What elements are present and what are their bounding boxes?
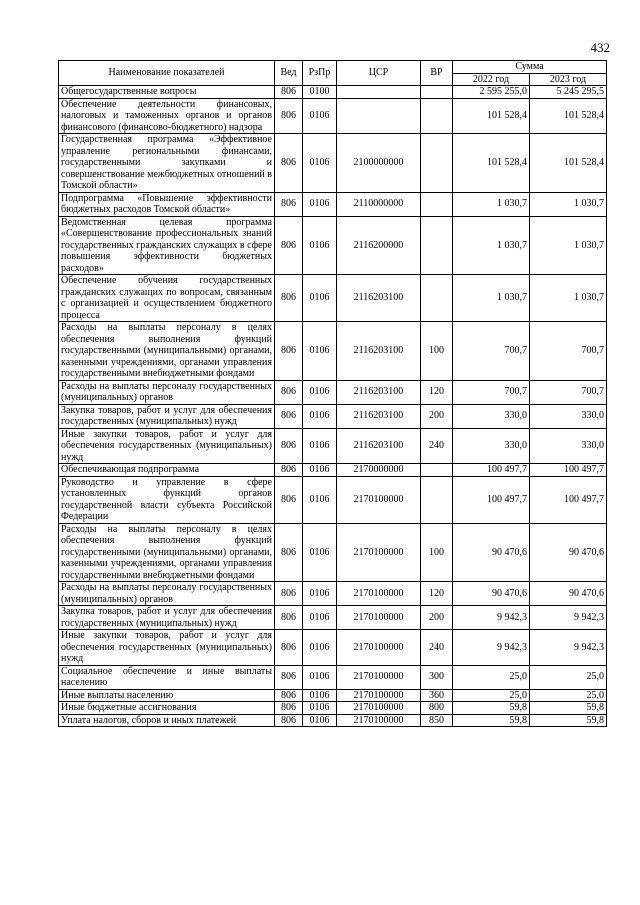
row-csr: 2170000000 [337, 464, 421, 477]
row-amount-2023: 25,0 [530, 665, 607, 689]
row-amount-2022: 1 030,7 [453, 216, 530, 275]
row-name: Расходы на выплаты персоналу государственных (муниципальных) органов [59, 380, 275, 404]
table-row [59, 134, 607, 193]
row-vr: 240 [421, 428, 453, 464]
row-name: Обеспечение деятельности финансовых, налоговых и таможенных органов и органов финансового (финансово-бюджетного) надзора [59, 98, 275, 134]
row-amount-2023: 25,0 [530, 689, 607, 702]
row-ved: 806 [275, 404, 303, 428]
row-amount-2022: 1 030,7 [453, 192, 530, 216]
row-ved: 806 [275, 192, 303, 216]
table-row [59, 702, 607, 715]
row-amount-2023: 330,0 [530, 404, 607, 428]
row-amount-2023: 101 528,4 [530, 98, 607, 134]
row-rzpr: 0106 [303, 665, 337, 689]
row-vr: 850 [421, 714, 453, 727]
row-ved: 806 [275, 428, 303, 464]
row-name: Закупка товаров, работ и услуг для обеспечения государственных (муниципальных) нужд [59, 606, 275, 630]
row-name: Ведомственная целевая программа «Совершенствование профессиональных знаний государственных гражданских служащих в сфере повышения эффективности бюджетных расходов» [59, 216, 275, 275]
row-name: Обеспечение обучения государственных гражданских служащих по вопросам, связанным с организацией и осуществлением бюджетного процесса [59, 275, 275, 322]
row-amount-2022: 25,0 [453, 665, 530, 689]
row-csr: 2116203100 [337, 404, 421, 428]
header-year-2022: 2022 год [453, 73, 530, 86]
row-csr: 2116203100 [337, 428, 421, 464]
table-row [59, 404, 607, 428]
row-name: Общегосударственные вопросы [59, 86, 275, 99]
row-csr: 2116203100 [337, 322, 421, 381]
row-name: Социальное обеспечение и иные выплаты населению [59, 665, 275, 689]
table-row [59, 275, 607, 322]
row-amount-2023: 9 942,3 [530, 606, 607, 630]
header-rzpr: РзПр [303, 61, 337, 86]
table-row [59, 98, 607, 134]
table-row [59, 464, 607, 477]
row-csr [337, 86, 421, 99]
row-csr: 2170100000 [337, 476, 421, 523]
table-row [59, 665, 607, 689]
row-ved: 806 [275, 702, 303, 715]
row-rzpr: 0106 [303, 702, 337, 715]
row-amount-2022: 9 942,3 [453, 606, 530, 630]
row-amount-2023: 100 497,7 [530, 464, 607, 477]
header-year-2023: 2023 год [530, 73, 607, 86]
row-vr: 240 [421, 630, 453, 666]
row-csr: 2170100000 [337, 630, 421, 666]
row-amount-2022: 101 528,4 [453, 134, 530, 193]
row-name: Закупка товаров, работ и услуг для обеспечения государственных (муниципальных) нужд [59, 404, 275, 428]
row-amount-2023: 101 528,4 [530, 134, 607, 193]
row-ved: 806 [275, 606, 303, 630]
row-name: Расходы на выплаты персоналу государственных (муниципальных) органов [59, 582, 275, 606]
row-amount-2023: 700,7 [530, 322, 607, 381]
row-vr: 120 [421, 380, 453, 404]
row-ved: 806 [275, 275, 303, 322]
row-csr: 2170100000 [337, 689, 421, 702]
row-amount-2023: 100 497,7 [530, 476, 607, 523]
row-amount-2022: 700,7 [453, 380, 530, 404]
row-ved: 806 [275, 98, 303, 134]
row-rzpr: 0106 [303, 476, 337, 523]
row-rzpr: 0106 [303, 322, 337, 381]
row-ved: 806 [275, 322, 303, 381]
table-body [59, 86, 607, 727]
row-vr: 200 [421, 606, 453, 630]
row-amount-2022: 2 595 255,0 [453, 86, 530, 99]
table-row [59, 428, 607, 464]
row-rzpr: 0100 [303, 86, 337, 99]
row-name: Расходы на выплаты персоналу в целях обеспечения выполнения функций государственными (муниципальными) органами, казенными учреждениями, органами управления государственными внебюджетными фондами [59, 523, 275, 582]
table-row [59, 86, 607, 99]
row-vr: 360 [421, 689, 453, 702]
row-csr: 2170100000 [337, 606, 421, 630]
row-amount-2023: 90 470,6 [530, 523, 607, 582]
row-rzpr: 0106 [303, 134, 337, 193]
row-amount-2022: 25,0 [453, 689, 530, 702]
row-rzpr: 0106 [303, 380, 337, 404]
row-rzpr: 0106 [303, 714, 337, 727]
row-vr [421, 86, 453, 99]
row-vr: 300 [421, 665, 453, 689]
row-rzpr: 0106 [303, 464, 337, 477]
row-csr: 2116203100 [337, 275, 421, 322]
row-amount-2023: 1 030,7 [530, 216, 607, 275]
row-rzpr: 0106 [303, 98, 337, 134]
row-amount-2022: 90 470,6 [453, 523, 530, 582]
row-csr: 2170100000 [337, 582, 421, 606]
table-row [59, 689, 607, 702]
row-vr [421, 216, 453, 275]
row-csr: 2170100000 [337, 714, 421, 727]
row-rzpr: 0106 [303, 404, 337, 428]
row-name: Уплата налогов, сборов и иных платежей [59, 714, 275, 727]
row-amount-2022: 100 497,7 [453, 476, 530, 523]
header-csr: ЦСР [337, 61, 421, 86]
table-row [59, 606, 607, 630]
row-amount-2022: 700,7 [453, 322, 530, 381]
row-name: Руководство и управление в сфере установленных функций органов государственной власти субъекта Российской Федерации [59, 476, 275, 523]
table-row [59, 216, 607, 275]
row-csr: 2116200000 [337, 216, 421, 275]
row-amount-2023: 59,8 [530, 714, 607, 727]
row-csr: 2170100000 [337, 702, 421, 715]
row-rzpr: 0106 [303, 523, 337, 582]
row-amount-2022: 59,8 [453, 714, 530, 727]
header-name: Наименование показателей [59, 61, 275, 86]
table-row [59, 322, 607, 381]
row-name: Расходы на выплаты персоналу в целях обеспечения выполнения функций государственными (муниципальными) органами, казенными учреждениями, органами управления государственными внебюджетными фондами [59, 322, 275, 381]
row-name: Иные бюджетные ассигнования [59, 702, 275, 715]
row-csr: 2170100000 [337, 523, 421, 582]
row-name: Государственная программа «Эффективное управление региональными финансами, государственными закупками и совершенствование межбюджетных отношений в Томской области» [59, 134, 275, 193]
row-name: Обеспечивающая подпрограмма [59, 464, 275, 477]
row-ved: 806 [275, 476, 303, 523]
row-rzpr: 0106 [303, 275, 337, 322]
row-rzpr: 0106 [303, 428, 337, 464]
row-ved: 806 [275, 134, 303, 193]
row-vr: 100 [421, 322, 453, 381]
row-rzpr: 0106 [303, 630, 337, 666]
table-row [59, 523, 607, 582]
row-amount-2022: 9 942,3 [453, 630, 530, 666]
row-csr [337, 98, 421, 134]
row-vr [421, 134, 453, 193]
row-ved: 806 [275, 380, 303, 404]
row-ved: 806 [275, 630, 303, 666]
row-vr: 100 [421, 523, 453, 582]
row-amount-2023: 330,0 [530, 428, 607, 464]
table-row [59, 476, 607, 523]
row-amount-2023: 9 942,3 [530, 630, 607, 666]
row-amount-2023: 90 470,6 [530, 582, 607, 606]
row-amount-2022: 90 470,6 [453, 582, 530, 606]
row-rzpr: 0106 [303, 582, 337, 606]
row-ved: 806 [275, 464, 303, 477]
row-ved: 806 [275, 714, 303, 727]
table-row [59, 192, 607, 216]
row-vr [421, 98, 453, 134]
table-row [59, 630, 607, 666]
header-ved: Вед [275, 61, 303, 86]
row-vr: 200 [421, 404, 453, 428]
row-amount-2022: 101 528,4 [453, 98, 530, 134]
row-name: Иные выплаты населению [59, 689, 275, 702]
row-ved: 806 [275, 689, 303, 702]
header-vr: ВР [421, 61, 453, 86]
row-name: Иные закупки товаров, работ и услуг для обеспечения государственных (муниципальных) нужд [59, 630, 275, 666]
row-ved: 806 [275, 665, 303, 689]
row-amount-2023: 59,8 [530, 702, 607, 715]
row-amount-2022: 330,0 [453, 404, 530, 428]
row-amount-2022: 330,0 [453, 428, 530, 464]
table-header [59, 61, 607, 86]
row-vr: 120 [421, 582, 453, 606]
row-rzpr: 0106 [303, 216, 337, 275]
row-csr: 2110000000 [337, 192, 421, 216]
row-name: Иные закупки товаров, работ и услуг для обеспечения государственных (муниципальных) нужд [59, 428, 275, 464]
row-vr [421, 192, 453, 216]
row-ved: 806 [275, 216, 303, 275]
row-ved: 806 [275, 582, 303, 606]
budget-table [58, 60, 607, 727]
row-amount-2022: 59,8 [453, 702, 530, 715]
row-amount-2023: 700,7 [530, 380, 607, 404]
table-row [59, 582, 607, 606]
row-name: Подпрограмма «Повышение эффективности бюджетных расходов Томской области» [59, 192, 275, 216]
row-amount-2023: 5 245 295,5 [530, 86, 607, 99]
row-ved: 806 [275, 523, 303, 582]
row-vr: 800 [421, 702, 453, 715]
row-vr [421, 275, 453, 322]
row-amount-2023: 1 030,7 [530, 275, 607, 322]
row-amount-2022: 1 030,7 [453, 275, 530, 322]
row-rzpr: 0106 [303, 689, 337, 702]
row-ved: 806 [275, 86, 303, 99]
page-number: 432 [590, 40, 610, 55]
table-row [59, 714, 607, 727]
row-vr [421, 464, 453, 477]
row-amount-2022: 100 497,7 [453, 464, 530, 477]
row-csr: 2116203100 [337, 380, 421, 404]
table-row [59, 380, 607, 404]
row-csr: 2170100000 [337, 665, 421, 689]
header-sum: Сумма [453, 61, 607, 74]
row-rzpr: 0106 [303, 192, 337, 216]
row-csr: 2100000000 [337, 134, 421, 193]
row-vr [421, 476, 453, 523]
row-rzpr: 0106 [303, 606, 337, 630]
row-amount-2023: 1 030,7 [530, 192, 607, 216]
